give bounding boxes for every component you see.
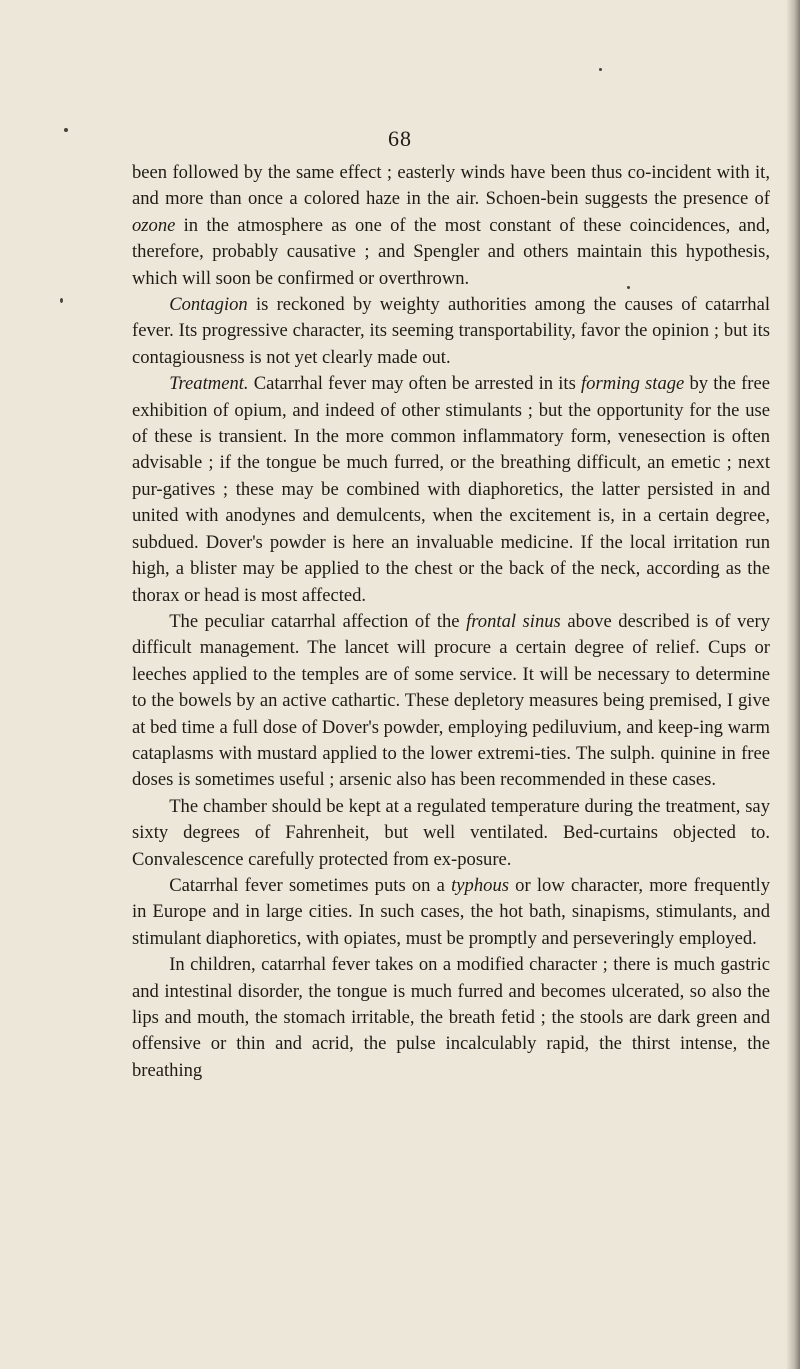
italic-text: frontal sinus — [466, 610, 561, 632]
ink-speck — [599, 68, 602, 71]
text-run: Catarrhal fever may often be arrested in its — [248, 373, 581, 395]
paragraph-1 — [132, 160, 770, 292]
text-run: The chamber should be kept at a regulated temperature during the treatment, say sixty degrees of Fahrenheit, but well ventilated. Bed-curtains objected to. Convalescence carefully protected from ex-posure. — [132, 795, 770, 870]
italic-text: forming stage — [581, 373, 685, 395]
page-number: 68 — [388, 126, 412, 151]
ink-speck — [627, 286, 630, 289]
text-run: been followed by the same effect ; easterly winds have been thus co-incident with it, and more than once a colored haze in the air. Schoen-bein suggests the presence of — [132, 162, 770, 210]
italic-text: typhous — [451, 874, 509, 896]
ink-speck — [64, 128, 68, 132]
paragraph-4 — [132, 609, 770, 794]
italic-text: Contagion — [169, 294, 248, 316]
text-run: or low character, more frequently in Europe and in large cities. In such cases, the hot bath, sinapisms, stimulants, and stimulant diaphoretics, with opiates, must be promptly and perseveringly employed. — [132, 874, 771, 949]
ink-speck — [60, 298, 63, 303]
text-run: is reckoned by weighty authorities among the causes of catarrhal fever. Its progressive character, its seeming transportability, favor the opinion ; but its contagiousness is not yet clearly made out. — [132, 294, 770, 368]
text-run: above described is of very difficult management. The lancet will procure a certain degree of relief. Cups or leeches applied to the temples are of some service. It will be necessary to determine to the bowels by an active cathartic. These depletory measures being premised, I give at bed time a full dose of Dover's powder, employing pediluvium, and keep-ing warm cataplasms with mustard applied to the lower extremi-ties. The sulph. quinine in free doses is sometimes useful ; arsenic also has been recommended in these cases. — [132, 610, 770, 791]
text-run: In children, catarrhal fever takes on a modified character ; there is much gastric and intestinal disorder, the tongue is much furred and becomes ulcerated, so also the lips and mouth, the stomach irritable, the breath fetid ; the stools are dark green and offensive or thin and acrid, the pulse incalculably rapid, the thirst intense, the breathing — [132, 954, 770, 1081]
paragraph-3 — [132, 371, 770, 609]
text-run: by the free exhibition of opium, and indeed of other stimulants ; but the opportunity for the use of these is transient. In the more common inflammatory form, venesection is often advisable ; if the tongue be much furred, or the breathing difficult, an emetic ; next pur-gatives ; these may be combined with diaphoretics, the latter persisted in and united with anodynes and demulcents, when the excitement is, in a certain degree, subdued. Dover's powder is here an invaluable medicine. If the local irritation run high, a blister may be applied to the chest or the back of the neck, according as the thorax or head is most affected. — [132, 373, 770, 606]
paragraph-6 — [132, 873, 770, 952]
italic-text: ozone — [132, 214, 176, 236]
text-run: The peculiar catarrhal affection of the — [169, 610, 467, 632]
text-run: in the atmosphere as one of the most constant of these coincidences, and, therefore, probably causative ; and Spengler and others maintain this hypothesis, which will soon be confirmed or overthrown. — [132, 214, 770, 289]
page-edge-shadow — [786, 0, 800, 1369]
text-run: Catarrhal fever sometimes puts on a — [169, 874, 452, 896]
italic-text: Treatment. — [169, 373, 249, 395]
body-text — [132, 160, 770, 1084]
paragraph-5 — [132, 794, 770, 873]
paragraph-2 — [132, 292, 770, 371]
paragraph-7 — [132, 952, 770, 1084]
